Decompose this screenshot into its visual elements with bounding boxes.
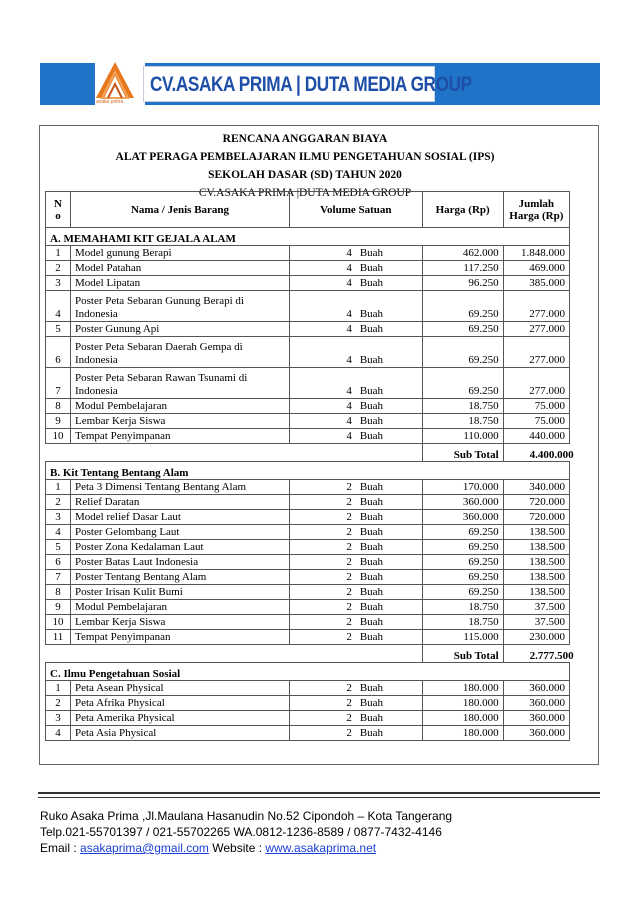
item-price: 170.000 — [422, 480, 503, 495]
item-unit: Buah — [356, 291, 422, 322]
item-qty: 2 — [290, 585, 356, 600]
subtotal-row — [46, 645, 570, 663]
item-no: 5 — [46, 540, 71, 555]
item-unit: Buah — [356, 540, 422, 555]
item-price: 96.250 — [422, 276, 503, 291]
item-unit: Buah — [356, 711, 422, 726]
table-row — [46, 555, 570, 570]
item-total: 1.848.000 — [503, 246, 569, 261]
table-row — [46, 600, 570, 615]
item-name: Model Patahan — [71, 261, 290, 276]
header-name: Nama / Jenis Barang — [71, 192, 290, 228]
item-total: 469.000 — [503, 261, 569, 276]
subtotal-row — [46, 444, 570, 462]
item-no: 8 — [46, 399, 71, 414]
table-row — [46, 495, 570, 510]
item-qty: 2 — [290, 495, 356, 510]
item-name: Peta Asia Physical — [71, 726, 290, 741]
subtotal-label: Sub Total — [422, 645, 503, 663]
subtotal-label: Sub Total — [422, 444, 503, 462]
item-name: Poster Peta Sebaran Rawan Tsunami di Indonesia — [71, 368, 290, 399]
item-unit: Buah — [356, 525, 422, 540]
item-total: 277.000 — [503, 337, 569, 368]
section-row — [46, 462, 570, 480]
item-total: 37.500 — [503, 615, 569, 630]
item-no: 2 — [46, 261, 71, 276]
table-row — [46, 399, 570, 414]
item-no: 9 — [46, 600, 71, 615]
item-qty: 4 — [290, 246, 356, 261]
item-name: Modul Pembelajaran — [71, 600, 290, 615]
item-total: 138.500 — [503, 570, 569, 585]
item-price: 69.250 — [422, 525, 503, 540]
item-price: 180.000 — [422, 726, 503, 741]
item-unit: Buah — [356, 429, 422, 444]
section-row — [46, 228, 570, 246]
table-row — [46, 696, 570, 711]
item-qty: 4 — [290, 429, 356, 444]
table-row — [46, 414, 570, 429]
item-name: Poster Tentang Bentang Alam — [71, 570, 290, 585]
table-row — [46, 681, 570, 696]
footer-address: Ruko Asaka Prima ,Jl.Maulana Hasanudin No.52 Cipondoh – Kota Tangerang — [40, 809, 453, 823]
footer-contact — [40, 840, 452, 856]
item-unit: Buah — [356, 276, 422, 291]
item-price: 69.250 — [422, 570, 503, 585]
item-qty: 2 — [290, 681, 356, 696]
table-body — [46, 228, 574, 741]
item-no: 4 — [46, 726, 71, 741]
item-name: Poster Peta Sebaran Daerah Gempa di Indonesia — [71, 337, 290, 368]
item-name: Poster Zona Kedalaman Laut — [71, 540, 290, 555]
item-qty: 4 — [290, 261, 356, 276]
item-name: Poster Irisan Kulit Bumi — [71, 585, 290, 600]
item-no: 2 — [46, 696, 71, 711]
table-row — [46, 322, 570, 337]
table-row — [46, 276, 570, 291]
item-unit: Buah — [356, 681, 422, 696]
item-unit: Buah — [356, 337, 422, 368]
table-row — [46, 510, 570, 525]
item-name: Poster Gunung Api — [71, 322, 290, 337]
header-total: Jumlah Harga (Rp) — [503, 192, 569, 228]
item-name: Relief Daratan — [71, 495, 290, 510]
item-unit: Buah — [356, 600, 422, 615]
item-unit: Buah — [356, 555, 422, 570]
item-name: Model relief Dasar Laut — [71, 510, 290, 525]
item-total: 440.000 — [503, 429, 569, 444]
table-row — [46, 480, 570, 495]
budget-table — [45, 191, 574, 741]
item-no: 10 — [46, 429, 71, 444]
item-no: 3 — [46, 276, 71, 291]
item-price: 18.750 — [422, 600, 503, 615]
table-row — [46, 429, 570, 444]
item-qty: 2 — [290, 600, 356, 615]
item-unit: Buah — [356, 726, 422, 741]
item-unit: Buah — [356, 585, 422, 600]
website-label: Website : — [208, 841, 266, 855]
item-no: 5 — [46, 322, 71, 337]
item-qty: 2 — [290, 615, 356, 630]
item-unit: Buah — [356, 630, 422, 645]
item-total: 277.000 — [503, 291, 569, 322]
title-line-3: SEKOLAH DASAR (SD) TAHUN 2020 — [208, 169, 402, 181]
item-no: 3 — [46, 711, 71, 726]
item-unit: Buah — [356, 261, 422, 276]
table-row — [46, 615, 570, 630]
item-price: 462.000 — [422, 246, 503, 261]
item-name: Poster Batas Laut Indonesia — [71, 555, 290, 570]
item-no: 7 — [46, 368, 71, 399]
header-no: N o — [46, 192, 71, 228]
table-row — [46, 261, 570, 276]
item-price: 180.000 — [422, 681, 503, 696]
item-no: 7 — [46, 570, 71, 585]
item-qty: 2 — [290, 540, 356, 555]
item-qty: 2 — [290, 726, 356, 741]
item-qty: 2 — [290, 711, 356, 726]
subtotal-value: 4.400.000 — [529, 449, 574, 461]
brand-name: CV.ASAKA PRIMA | DUTA MEDIA GROUP — [150, 73, 472, 96]
footer-rule — [38, 792, 600, 794]
item-name: Model gunung Berapi — [71, 246, 290, 261]
item-no: 1 — [46, 681, 71, 696]
item-total: 230.000 — [503, 630, 569, 645]
item-no: 2 — [46, 495, 71, 510]
item-no: 6 — [46, 555, 71, 570]
item-price: 180.000 — [422, 711, 503, 726]
item-unit: Buah — [356, 615, 422, 630]
item-total: 277.000 — [503, 322, 569, 337]
email-label: Email : — [40, 841, 81, 855]
subtotal-spacer — [46, 645, 423, 663]
item-no: 4 — [46, 525, 71, 540]
item-price: 18.750 — [422, 414, 503, 429]
item-no: 6 — [46, 337, 71, 368]
item-price: 360.000 — [422, 510, 503, 525]
item-name: Poster Gelombang Laut — [71, 525, 290, 540]
item-price: 115.000 — [422, 630, 503, 645]
website-link[interactable]: www.asakaprima.net — [265, 841, 377, 855]
item-name: Model Lipatan — [71, 276, 290, 291]
item-total: 360.000 — [503, 711, 569, 726]
item-price: 69.250 — [422, 337, 503, 368]
item-qty: 4 — [290, 399, 356, 414]
item-no: 1 — [46, 246, 71, 261]
item-price: 18.750 — [422, 615, 503, 630]
item-total: 75.000 — [503, 414, 569, 429]
item-total: 360.000 — [503, 726, 569, 741]
section-row — [46, 663, 570, 681]
item-qty: 4 — [290, 337, 356, 368]
item-name: Lembar Kerja Siswa — [71, 414, 290, 429]
item-name: Peta 3 Dimensi Tentang Bentang Alam — [71, 480, 290, 495]
table-row — [46, 726, 570, 741]
item-total: 720.000 — [503, 495, 569, 510]
item-name: Tempat Penyimpanan — [71, 630, 290, 645]
table-row — [46, 585, 570, 600]
item-no: 9 — [46, 414, 71, 429]
item-qty: 2 — [290, 525, 356, 540]
item-no: 10 — [46, 615, 71, 630]
item-unit: Buah — [356, 480, 422, 495]
logo-caption: asaka prima — [96, 99, 124, 105]
item-unit: Buah — [356, 570, 422, 585]
footer — [40, 808, 452, 856]
item-price: 69.250 — [422, 540, 503, 555]
item-total: 277.000 — [503, 368, 569, 399]
item-no: 11 — [46, 630, 71, 645]
item-name: Modul Pembelajaran — [71, 399, 290, 414]
title-line-2: ALAT PERAGA PEMBELAJARAN ILMU PENGETAHUAN SOSIAL (IPS) — [115, 151, 495, 163]
item-unit: Buah — [356, 246, 422, 261]
item-name: Tempat Penyimpanan — [71, 429, 290, 444]
section-title: B. Kit Tentang Bentang Alam — [46, 462, 570, 480]
item-total: 138.500 — [503, 525, 569, 540]
item-qty: 2 — [290, 480, 356, 495]
item-qty: 2 — [290, 555, 356, 570]
item-qty: 2 — [290, 570, 356, 585]
section-title: C. Ilmu Pengetahuan Sosial — [46, 663, 570, 681]
item-qty: 2 — [290, 510, 356, 525]
item-unit: Buah — [356, 399, 422, 414]
item-no: 4 — [46, 291, 71, 322]
item-qty: 2 — [290, 630, 356, 645]
item-total: 360.000 — [503, 681, 569, 696]
item-price: 69.250 — [422, 555, 503, 570]
item-unit: Buah — [356, 322, 422, 337]
item-total: 360.000 — [503, 696, 569, 711]
item-qty: 4 — [290, 322, 356, 337]
item-qty: 4 — [290, 276, 356, 291]
item-price: 69.250 — [422, 368, 503, 399]
item-name: Peta Amerika Physical — [71, 711, 290, 726]
table-row — [46, 570, 570, 585]
item-unit: Buah — [356, 510, 422, 525]
item-name: Peta Afrika Physical — [71, 696, 290, 711]
item-total: 340.000 — [503, 480, 569, 495]
header-price: Harga (Rp) — [422, 192, 503, 228]
title-line-1: RENCANA ANGGARAN BIAYA — [222, 133, 388, 145]
footer-rule-thin — [38, 797, 600, 798]
item-qty: 4 — [290, 291, 356, 322]
item-unit: Buah — [356, 696, 422, 711]
item-qty: 2 — [290, 696, 356, 711]
item-qty: 4 — [290, 414, 356, 429]
item-price: 180.000 — [422, 696, 503, 711]
section-title: A. MEMAHAMI KIT GEJALA ALAM — [46, 228, 570, 246]
subtotal-value: 2.777.500 — [529, 650, 574, 662]
item-name: Peta Asean Physical — [71, 681, 290, 696]
item-total: 75.000 — [503, 399, 569, 414]
company-line: CV.ASAKA PRIMA |DUTA MEDIA GROUP — [198, 187, 412, 199]
item-total: 385.000 — [503, 276, 569, 291]
table-row — [46, 630, 570, 645]
item-price: 18.750 — [422, 399, 503, 414]
item-unit: Buah — [356, 495, 422, 510]
email-link[interactable]: asakaprima@gmail.com — [80, 841, 209, 855]
subtotal-spacer — [46, 444, 423, 462]
table-row — [46, 525, 570, 540]
table-row — [46, 540, 570, 555]
item-qty: 4 — [290, 368, 356, 399]
item-price: 69.250 — [422, 322, 503, 337]
footer-phone: Telp.021-55701397 / 021-55702265 WA.0812-1236-8589 / 0877-7432-4146 — [40, 825, 442, 839]
item-no: 1 — [46, 480, 71, 495]
item-price: 360.000 — [422, 495, 503, 510]
table-row — [46, 337, 570, 368]
item-total: 37.500 — [503, 600, 569, 615]
item-price: 69.250 — [422, 585, 503, 600]
item-name: Poster Peta Sebaran Gunung Berapi di Indonesia — [71, 291, 290, 322]
item-total: 720.000 — [503, 510, 569, 525]
header-volume: Volume Satuan — [290, 192, 423, 228]
item-no: 8 — [46, 585, 71, 600]
item-total: 138.500 — [503, 540, 569, 555]
table-row — [46, 368, 570, 399]
item-unit: Buah — [356, 414, 422, 429]
table-row — [46, 246, 570, 261]
item-name: Lembar Kerja Siswa — [71, 615, 290, 630]
item-no: 3 — [46, 510, 71, 525]
item-price: 110.000 — [422, 429, 503, 444]
table-row — [46, 711, 570, 726]
item-price: 117.250 — [422, 261, 503, 276]
item-total: 138.500 — [503, 555, 569, 570]
item-price: 69.250 — [422, 291, 503, 322]
item-unit: Buah — [356, 368, 422, 399]
table-row — [46, 291, 570, 322]
item-total: 138.500 — [503, 585, 569, 600]
